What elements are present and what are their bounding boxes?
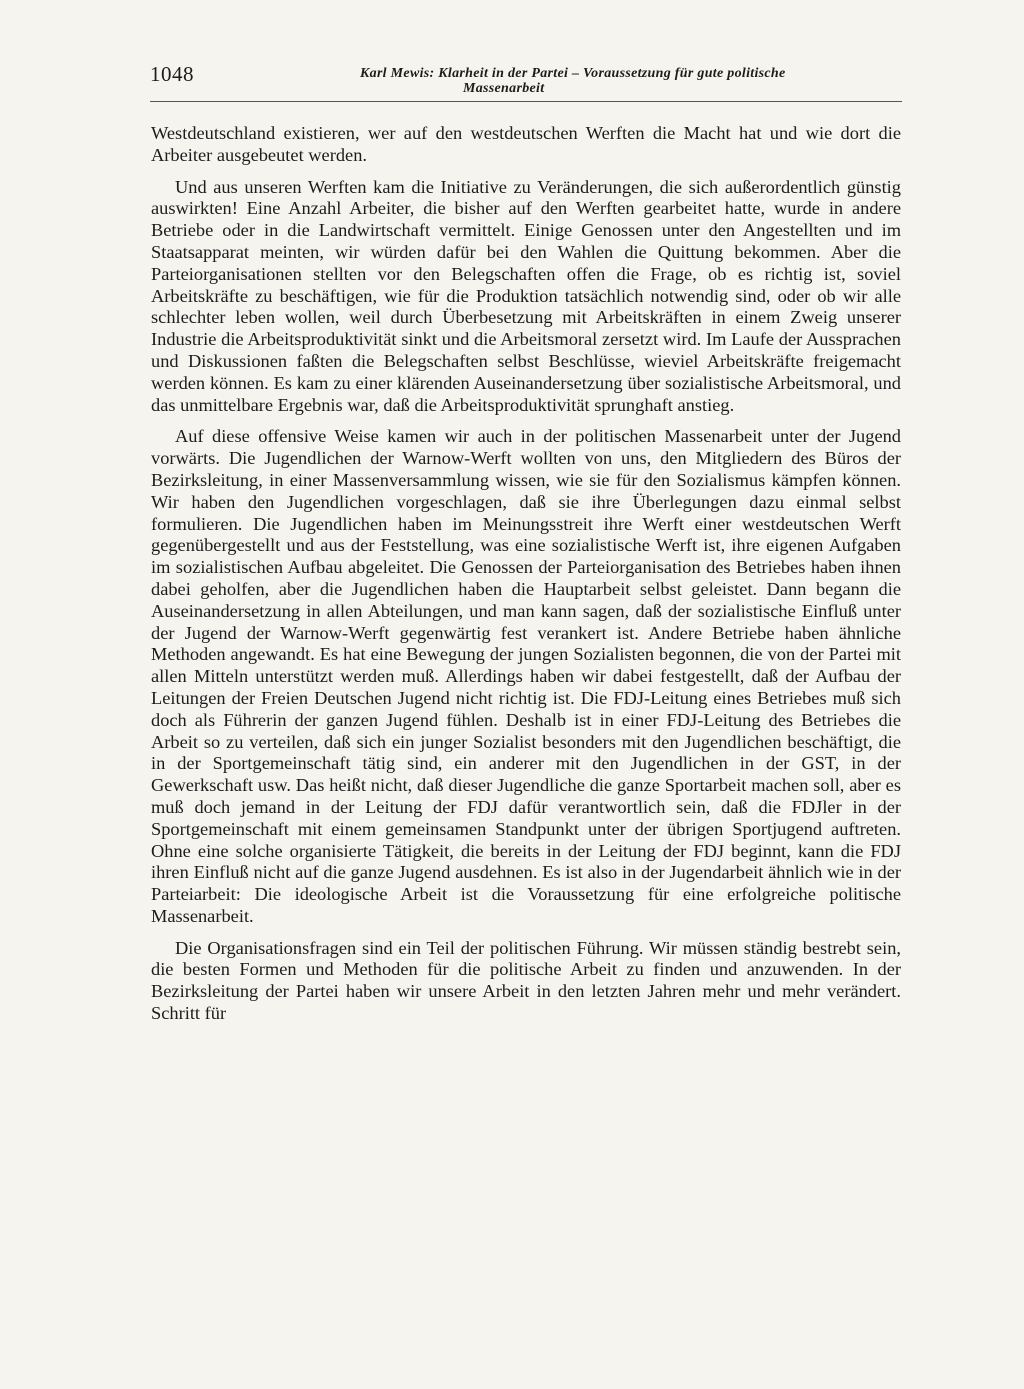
- paragraph-werften: Und aus unseren Werften kam die Initiative zu Veränderungen, die sich außerordentlich günstig auswirkten! Eine Anzahl Arbeiter, die bisher auf den Werften gearbeitet hatte, wurde in andere Betriebe oder in die Landwirtschaft vermittelt. Einige Genossen unter den Angestellten und im Staatsapparat meinten, wir würden dafür bei den Wahlen die Quittung bekommen. Aber die Parteiorganisationen stellten vor den Belegschaften offen die Frage, ob es richtig ist, soviel Arbeitskräfte zu beschäftigen, wie für die Produktion tatsächlich notwendig sind, oder ob wir alle schlechter leben wollen, weil durch Überbesetzung mit Arbeitskräften in einem Zweig unserer Industrie die Arbeitsproduktivität sinkt und die Arbeitsmoral zersetzt wird. Im Laufe der Aussprachen und Diskussionen faßten die Belegschaften selbst Beschlüsse, wieviel Arbeitskräfte freigemacht werden können. Es kam zu einer klärenden Auseinandersetzung über sozialistische Arbeitsmoral, und das unmittelbare Ergebnis war, daß die Arbeitsproduktivität sprunghaft anstieg.: [151, 176, 901, 415]
- running-head-line-1: Karl Mewis: Klarheit in der Partei – Voraussetzung für gute politische: [360, 66, 786, 81]
- paragraph-continuation: Westdeutschland existieren, wer auf den westdeutschen Werften die Macht hat und wie dort die Arbeiter ausgebeutet werden.: [151, 123, 901, 165]
- running-head-line-2: Massenarbeit: [463, 81, 545, 96]
- paragraph-organisationsfragen: Die Organisationsfragen sind ein Teil der politischen Führung. Wir müssen ständig bestrebt sein, die besten Formen und Methoden für die politische Arbeit zu finden und anzuwenden. In der Bezirksleitung der Partei haben wir unsere Arbeit in den letzten Jahren mehr und mehr verändert. Schritt für: [151, 937, 901, 1024]
- paragraph-jugend: Auf diese offensive Weise kamen wir auch in der politischen Massenarbeit unter der Jugend vorwärts. Die Jugendlichen der Warnow-Werft wollten von uns, den Mitgliedern des Büros der Bezirksleitung, in einer Massenversammlung wissen, wie sie für den Sozialismus kämpfen können. Wir haben den Jugendlichen vorgeschlagen, daß sie ihre Überlegungen dazu einmal selbst formulieren. Die Jugendlichen haben im Meinungsstreit ihre Werft einer westdeutschen Werft gegenübergestellt und aus der Feststellung, was eine sozialistische Werft ist, ihre eigenen Aufgaben im sozialistischen Aufbau abgeleitet. Die Genossen der Parteiorganisation des Betriebes haben ihnen dabei geholfen, aber die Jugendlichen haben die Hauptarbeit selbst geleistet. Dann begann die Auseinandersetzung in allen Abteilungen, und man kann sagen, daß der sozialistische Einfluß unter der Jugend der Warnow-Werft gegenwärtig fest verankert ist. Andere Betriebe haben ähnliche Methoden angewandt. Es hat eine Bewegung der jungen Sozialisten begonnen, die von der Partei mit allen Mitteln unterstützt werden muß. Allerdings haben wir dabei festgestellt, daß der Aufbau der Leitungen der Freien Deutschen Jugend nicht richtig ist. Die FDJ-Leitung eines Betriebes muß sich doch als Führerin der ganzen Jugend fühlen. Deshalb ist in einer FDJ-Leitung des Betriebes die Arbeit so zu verteilen, daß sich ein junger Sozialist besonders mit den Jugendlichen beschäftigt, die in der Sportgemeinschaft tätig sind, ein anderer mit den Jugendlichen in der GST, in der Gewerkschaft usw. Das heißt nicht, daß dieser Jugendliche die ganze Sportarbeit machen soll, aber es muß doch jemand in der Leitung der FDJ dafür verantwortlich sein, daß die FDJler in der Sportgemeinschaft mit einem gemeinsamen Standpunkt unter der übrigen Sportjugend auftreten. Ohne eine solche organisierte Tätigkeit, die bereits in der Leitung der FDJ beginnt, kann die FDJ ihren Einfluß nicht auf die ganze Jugend ausdehnen. Es ist also in der Jugendarbeit ähnlich wie in der Parteiarbeit: Die ideologische Arbeit ist die Voraussetzung für eine erfolgreiche politische Massenarbeit.: [151, 426, 901, 926]
- running-head: [360, 66, 905, 96]
- page-number: 1048: [150, 62, 194, 86]
- body-text: [151, 123, 901, 1025]
- header-rule: [150, 101, 902, 102]
